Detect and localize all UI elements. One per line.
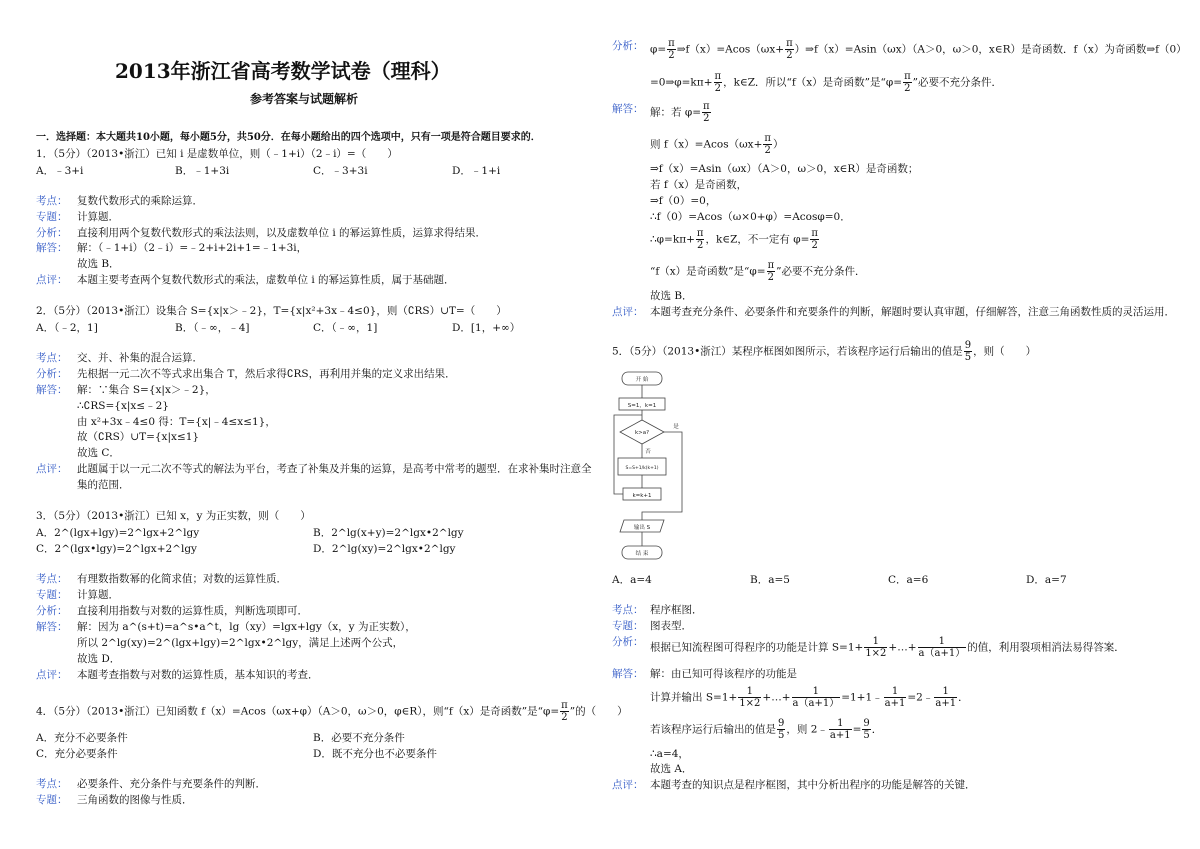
pi-over-2-fraction	[763, 133, 772, 156]
fraction-denominator: 2	[703, 113, 710, 124]
pi-over-2-fraction	[810, 228, 819, 251]
q2-option-b: B．（﹣∞，﹣4]	[175, 322, 250, 334]
r-q4-jd9: 故选 B．	[650, 290, 693, 302]
q2-jd-label: 解答：	[36, 384, 68, 396]
fraction-numerator: π	[904, 71, 911, 82]
q1-option-b: B．﹣1+3i	[175, 165, 230, 177]
q4-kd-label: 考点：	[36, 778, 68, 790]
text-run: ，k∈Z，不一定有 φ=	[705, 233, 810, 246]
fraction-numerator: 1	[792, 686, 841, 698]
q5-zt-label: 专题：	[612, 620, 644, 632]
text-run: ∴φ=kπ+	[650, 233, 695, 246]
q5-jd5: 故选 A．	[650, 763, 693, 775]
r-q4-jd6: ∴f（0）=Acos（ω×0+φ）=Acosφ=0．	[650, 211, 851, 223]
fraction-numerator: 1	[738, 686, 761, 698]
q5-jd3	[650, 718, 882, 741]
q2-dp2: 集的范围．	[77, 479, 130, 491]
text-run: 5．（5分）（2013•浙江）某程序框图如图所示，若该程序运行后输出的值是	[612, 345, 963, 358]
text-run: ⇒f（x）=Acos（ωx+	[676, 43, 785, 56]
pi-over-2-fraction	[903, 71, 912, 94]
text-run: ）	[772, 138, 784, 151]
q4-stem-a: 4．（5分）（2013•浙江）已知函数 f（x）=Acos（ωx+φ）（A＞0，ω＞0，φ∈R），则“f（x）是奇函数”是“φ=	[36, 705, 560, 718]
fraction-denominator: 1×2	[865, 648, 887, 659]
text-run: 计算并输出 S=1+	[650, 691, 738, 704]
fraction-denominator: 2	[561, 712, 568, 723]
q1-dp: 本题主要考查两个复数代数形式的乘法，虚数单位 i 的幂运算性质，属于基础题．	[77, 274, 455, 286]
text-run: φ=	[650, 43, 667, 56]
fraction-denominator: 2	[764, 145, 771, 156]
fraction-denominator: a+1	[829, 730, 851, 741]
text-run: 的值，利用裂项相消法易得答案．	[967, 641, 1125, 654]
fraction-denominator: a+1	[935, 698, 957, 709]
q3-stem: 3．（5分）（2013•浙江）已知 x，y 为正实数，则（ ）	[36, 510, 311, 522]
text-run: ，k∈Z．所以“f（x）是奇函数”是“φ=	[723, 76, 903, 89]
text-run: ）⇒f（x）=Asin（ωx）（A＞0，ω＞0，x∈R）是奇函数．f（x）为奇函数⇒f（0）	[794, 43, 1187, 56]
fraction-denominator: 5	[863, 730, 870, 741]
text-run: =0⇒φ=kπ+	[650, 76, 713, 89]
flow-output-text: 输出 S	[633, 525, 651, 531]
q2-stem: 2．（5分）（2013•浙江）设集合 S={x|x＞﹣2}，T={x|x²+3x﹣4≤0}，则（∁RS）∪T=（ ）	[36, 305, 507, 317]
pi-over-2-fraction	[785, 38, 794, 61]
fraction-numerator: π	[811, 228, 818, 239]
fraction-numerator: π	[561, 700, 568, 711]
text-run: ，则（ ）	[973, 345, 1037, 358]
nine-fifths-fraction	[862, 718, 870, 741]
q5-stem	[612, 340, 1036, 363]
flow-end-text: 结 束	[635, 551, 649, 557]
fraction	[792, 686, 841, 709]
pi-over-2-fraction	[767, 260, 776, 283]
q5-kd: 程序框图．	[650, 604, 703, 616]
fraction-denominator: 2	[786, 50, 793, 61]
nine-fifths-fraction	[777, 718, 785, 741]
q4-stem	[36, 700, 628, 723]
q3-option-b: B．2^lg(x+y)=2^lgx•2^lgy	[313, 527, 464, 539]
r-q4-jd8	[650, 260, 866, 283]
pi-over-2-fraction	[714, 71, 723, 94]
fraction-numerator: 9	[964, 340, 972, 351]
fraction-denominator: 1×2	[739, 698, 761, 709]
q1-kd: 复数代数形式的乘除运算．	[77, 195, 203, 207]
fraction-denominator: a（a+1）	[792, 698, 840, 709]
q3-dp-label: 点评：	[36, 669, 68, 681]
q3-fx-label: 分析：	[36, 605, 68, 617]
q2-jd2: ∴∁RS={x|x≤﹣2}	[77, 400, 169, 412]
pi-over-2-fraction	[702, 101, 711, 124]
q1-fx: 直接利用两个复数代数形式的乘法法则，以及虚数单位 i 的幂运算性质，运算求得结果．	[77, 227, 487, 239]
fraction-denominator: a+1	[884, 698, 906, 709]
fraction-numerator: π	[764, 133, 771, 144]
fraction	[864, 636, 887, 659]
q1-jd2: 故选 B．	[77, 258, 120, 270]
q2-kd: 交、并、补集的混合运算．	[77, 352, 203, 364]
q2-jd1: 解：∵集合 S={x|x＞﹣2}，	[77, 384, 216, 396]
fraction-numerator: π	[767, 260, 775, 271]
q4-zt: 三角函数的图像与性质．	[77, 794, 193, 806]
q3-kd-label: 考点：	[36, 573, 68, 585]
q5-fx-label: 分析：	[612, 636, 644, 648]
q5-jd-label: 解答：	[612, 668, 644, 680]
text-run: 根据已知流程图可得程序的功能是计算 S=1+	[650, 641, 864, 654]
fraction-numerator: π	[668, 38, 675, 49]
q3-jd3: 故选 D．	[77, 653, 121, 665]
r-q4-jd7	[650, 228, 820, 251]
q1-stem: 1．（5分）（2013•浙江）已知 i 是虚数单位，则（﹣1+i）（2﹣i）=（ ）	[36, 148, 398, 160]
q3-dp: 本题考查指数与对数的运算性质，基本知识的考查．	[77, 669, 319, 681]
fraction-numerator: 9	[863, 718, 870, 729]
r-q4-jd4: 若 f（x）是奇函数，	[650, 179, 748, 191]
text-run: ”必要不充分条件．	[776, 265, 866, 278]
r-q4-jd5: ⇒f（0）=0，	[650, 195, 717, 207]
q1-option-d: D．﹣1+i	[452, 165, 501, 177]
section-heading: 一．选择题：本大题共10小题，每小题5分，共50分．在每小题给出的四个选项中，只有一项是符合题目要求的．	[36, 132, 541, 143]
q4-option-b: B．必要不充分条件	[313, 732, 405, 744]
q4-option-a: A．充分不必要条件	[36, 732, 128, 744]
flow-inc-text: k=k+1	[632, 493, 652, 499]
text-run: ．	[871, 723, 883, 736]
flow-yes-text: 是	[673, 424, 679, 430]
program-flowchart	[612, 370, 702, 570]
fraction-numerator: 1	[829, 718, 852, 730]
q2-fx: 先根据一元二次不等式求出集合 T，然后求得∁RS，再利用并集的定义求出结果．	[77, 368, 456, 380]
fraction	[829, 718, 852, 741]
text-run: 则 f（x）=Acos（ωx+	[650, 138, 763, 151]
fraction-numerator: 1	[864, 636, 887, 648]
q3-zt: 计算题．	[77, 589, 119, 601]
q2-dp-label: 点评：	[36, 463, 68, 475]
page-title: 2013年浙江省高考数学试卷（理科）	[115, 59, 451, 83]
q1-zt: 计算题．	[77, 211, 119, 223]
text-run: +…+	[762, 691, 791, 704]
q4-zt-label: 专题：	[36, 794, 68, 806]
fraction-denominator: 2	[714, 83, 721, 94]
q4-stem-b: ”的（ ）	[569, 705, 628, 718]
r-q4-dp: 本题考查充分条件、必要条件和充要条件的判断，解题时要认真审题，仔细解答，注意三角函数性质的灵活运用．	[650, 306, 1175, 318]
q5-jd2	[650, 686, 969, 709]
fraction-numerator: 1	[934, 686, 957, 698]
q5-jd1: 解：由已知可得该程序的功能是	[650, 668, 797, 680]
r-q4-dp-label: 点评：	[612, 306, 644, 318]
flow-cond-text: k>a?	[634, 430, 650, 436]
fraction-denominator: 2	[904, 83, 911, 94]
q3-jd1: 解：因为 a^(s+t)=a^s•a^t，lg（xy）=lgx+lgy（x，y 为正实数），	[77, 621, 416, 633]
text-run: 解：若 φ=	[650, 106, 701, 119]
nine-fifths-fraction	[964, 340, 972, 363]
r-q4-jd2	[650, 133, 783, 156]
pi-over-2-fraction	[696, 228, 705, 251]
q4-option-c: C．充分必要条件	[36, 748, 118, 760]
q3-option-a: A．2^(lgx+lgy)=2^lgx+2^lgy	[36, 527, 200, 539]
fraction-denominator: 5	[778, 730, 785, 741]
fraction-numerator: 1	[884, 686, 907, 698]
text-run: ，则 2﹣	[786, 723, 828, 736]
text-run: “f（x）是奇函数”是“φ=	[650, 265, 766, 278]
q5-fx	[650, 636, 1125, 659]
r-q4-jd-label: 解答：	[612, 103, 644, 115]
q2-jd3: 由 x²+3x﹣4≤0 得：T={x|﹣4≤x≤1}，	[77, 416, 276, 428]
text-run: ．	[958, 691, 969, 704]
q3-option-c: C．2^(lgx•lgy)=2^lgx+2^lgy	[36, 543, 197, 555]
fraction-numerator: π	[703, 101, 710, 112]
q1-kd-label: 考点：	[36, 195, 68, 207]
q2-dp1: 此题属于以一元二次不等式的解法为平台，考查了补集及并集的运算，是高考中常考的题型．在求补集时注意全	[77, 463, 592, 475]
q5-dp: 本题考查的知识点是程序框图，其中分析出程序的功能是解答的关键．	[650, 779, 976, 791]
flow-init-text: S=1，k=1	[627, 403, 657, 409]
q2-jd4: 故（∁RS）∪T={x|x≤1}	[77, 431, 200, 443]
fraction-numerator: π	[786, 38, 793, 49]
r-q4-jd3: ⇒f（x）=Asin（ωx）（A＞0，ω＞0，x∈R）是奇函数；	[650, 163, 919, 175]
q4-option-d: D．既不充分也不必要条件	[313, 748, 437, 760]
q2-option-a: A．（﹣2，1]	[36, 322, 98, 334]
fraction-denominator: 2	[668, 50, 675, 61]
q4-kd: 必要条件、充分条件与充要条件的判断．	[77, 778, 266, 790]
text-run: ”必要不充分条件．	[912, 76, 1003, 89]
fraction-numerator: 9	[778, 718, 785, 729]
text-run: =1+1﹣	[841, 691, 883, 704]
r-q4-fx-line2	[650, 71, 1002, 94]
q1-jd1: 解：（﹣1+i）（2﹣i）=﹣2+i+2i+1=﹣1+3i，	[77, 242, 308, 254]
fraction	[738, 686, 761, 709]
q5-zt: 图表型．	[650, 620, 692, 632]
q5-jd4: ∴a=4，	[650, 748, 689, 760]
q1-option-c: C．﹣3+3i	[313, 165, 368, 177]
flow-no-text: 否	[645, 449, 651, 455]
fraction	[884, 686, 907, 709]
q1-fx-label: 分析：	[36, 227, 68, 239]
q2-fx-label: 分析：	[36, 368, 68, 380]
fraction-denominator: 2	[697, 240, 704, 251]
fraction	[918, 636, 967, 659]
text-run: +…+	[888, 641, 917, 654]
q5-option-b: B．a=5	[750, 574, 790, 586]
q2-jd5: 故选 C．	[77, 447, 120, 459]
text-run: =2﹣	[907, 691, 934, 704]
text-run: 若该程序运行后输出的值是	[650, 723, 776, 736]
r-q4-jd1	[650, 101, 712, 124]
q2-option-d: D．[1，+∞）	[452, 322, 521, 334]
q5-option-a: A．a=4	[612, 574, 652, 586]
fraction-numerator: π	[696, 228, 704, 239]
text-run: =	[852, 723, 862, 736]
pi-over-2-fraction	[560, 700, 569, 723]
fraction-denominator: a（a+1）	[918, 648, 966, 659]
fraction-denominator: 2	[767, 272, 775, 283]
r-q4-fx-label: 分析：	[612, 40, 644, 52]
q3-option-d: D．2^lg(xy)=2^lgx•2^lgy	[313, 543, 456, 555]
q5-dp-label: 点评：	[612, 779, 644, 791]
q2-kd-label: 考点：	[36, 352, 68, 364]
fraction	[934, 686, 957, 709]
pi-over-2-fraction	[667, 38, 676, 61]
q5-kd-label: 考点：	[612, 604, 644, 616]
q3-jd-label: 解答：	[36, 621, 68, 633]
q1-option-a: A．﹣3+i	[36, 165, 84, 177]
q5-option-d: D．a=7	[1026, 574, 1067, 586]
q3-kd: 有理数指数幂的化简求值；对数的运算性质．	[77, 573, 287, 585]
q1-jd-label: 解答：	[36, 242, 68, 254]
r-q4-fx-line1	[650, 38, 1187, 61]
q2-option-c: C．（﹣∞，1]	[313, 322, 378, 334]
flow-start-text: 开 始	[635, 377, 649, 383]
fraction-numerator: 1	[918, 636, 967, 648]
flow-body-text: S=S+1/k(k+1)	[625, 466, 659, 471]
fraction-denominator: 2	[811, 240, 818, 251]
fraction-denominator: 5	[964, 352, 972, 363]
q3-fx: 直接利用指数与对数的运算性质，判断选项即可．	[77, 605, 308, 617]
q1-dp-label: 点评：	[36, 274, 68, 286]
q5-option-c: C．a=6	[888, 574, 929, 586]
q1-zt-label: 专题：	[36, 211, 68, 223]
fraction-numerator: π	[714, 71, 722, 82]
page-subtitle: 参考答案与试题解析	[250, 92, 359, 106]
q3-zt-label: 专题：	[36, 589, 68, 601]
q3-jd2: 所以 2^lg(xy)=2^(lgx+lgy)=2^lgx•2^lgy，满足上述两个公式，	[77, 637, 404, 649]
